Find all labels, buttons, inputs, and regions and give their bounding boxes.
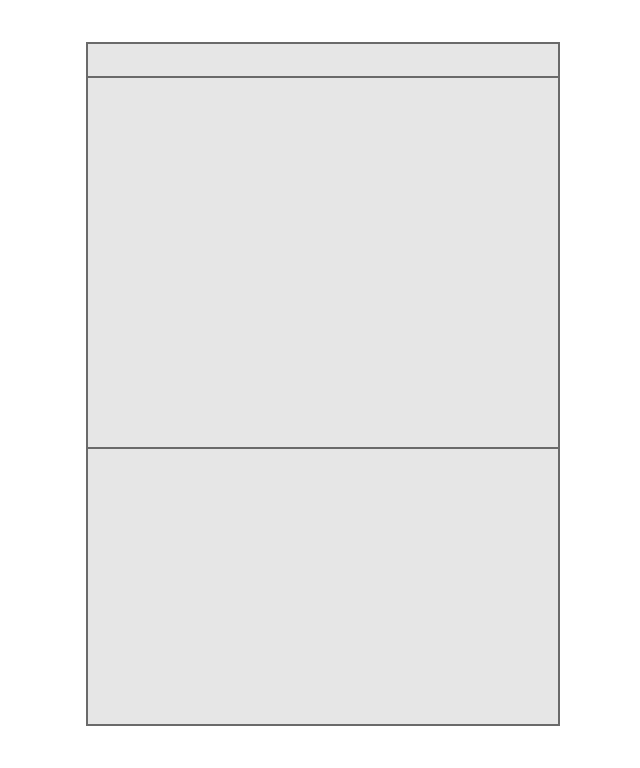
top-section xyxy=(88,78,558,449)
bottom-section xyxy=(88,449,558,726)
table-title xyxy=(88,44,558,78)
almanac-table xyxy=(86,42,560,726)
